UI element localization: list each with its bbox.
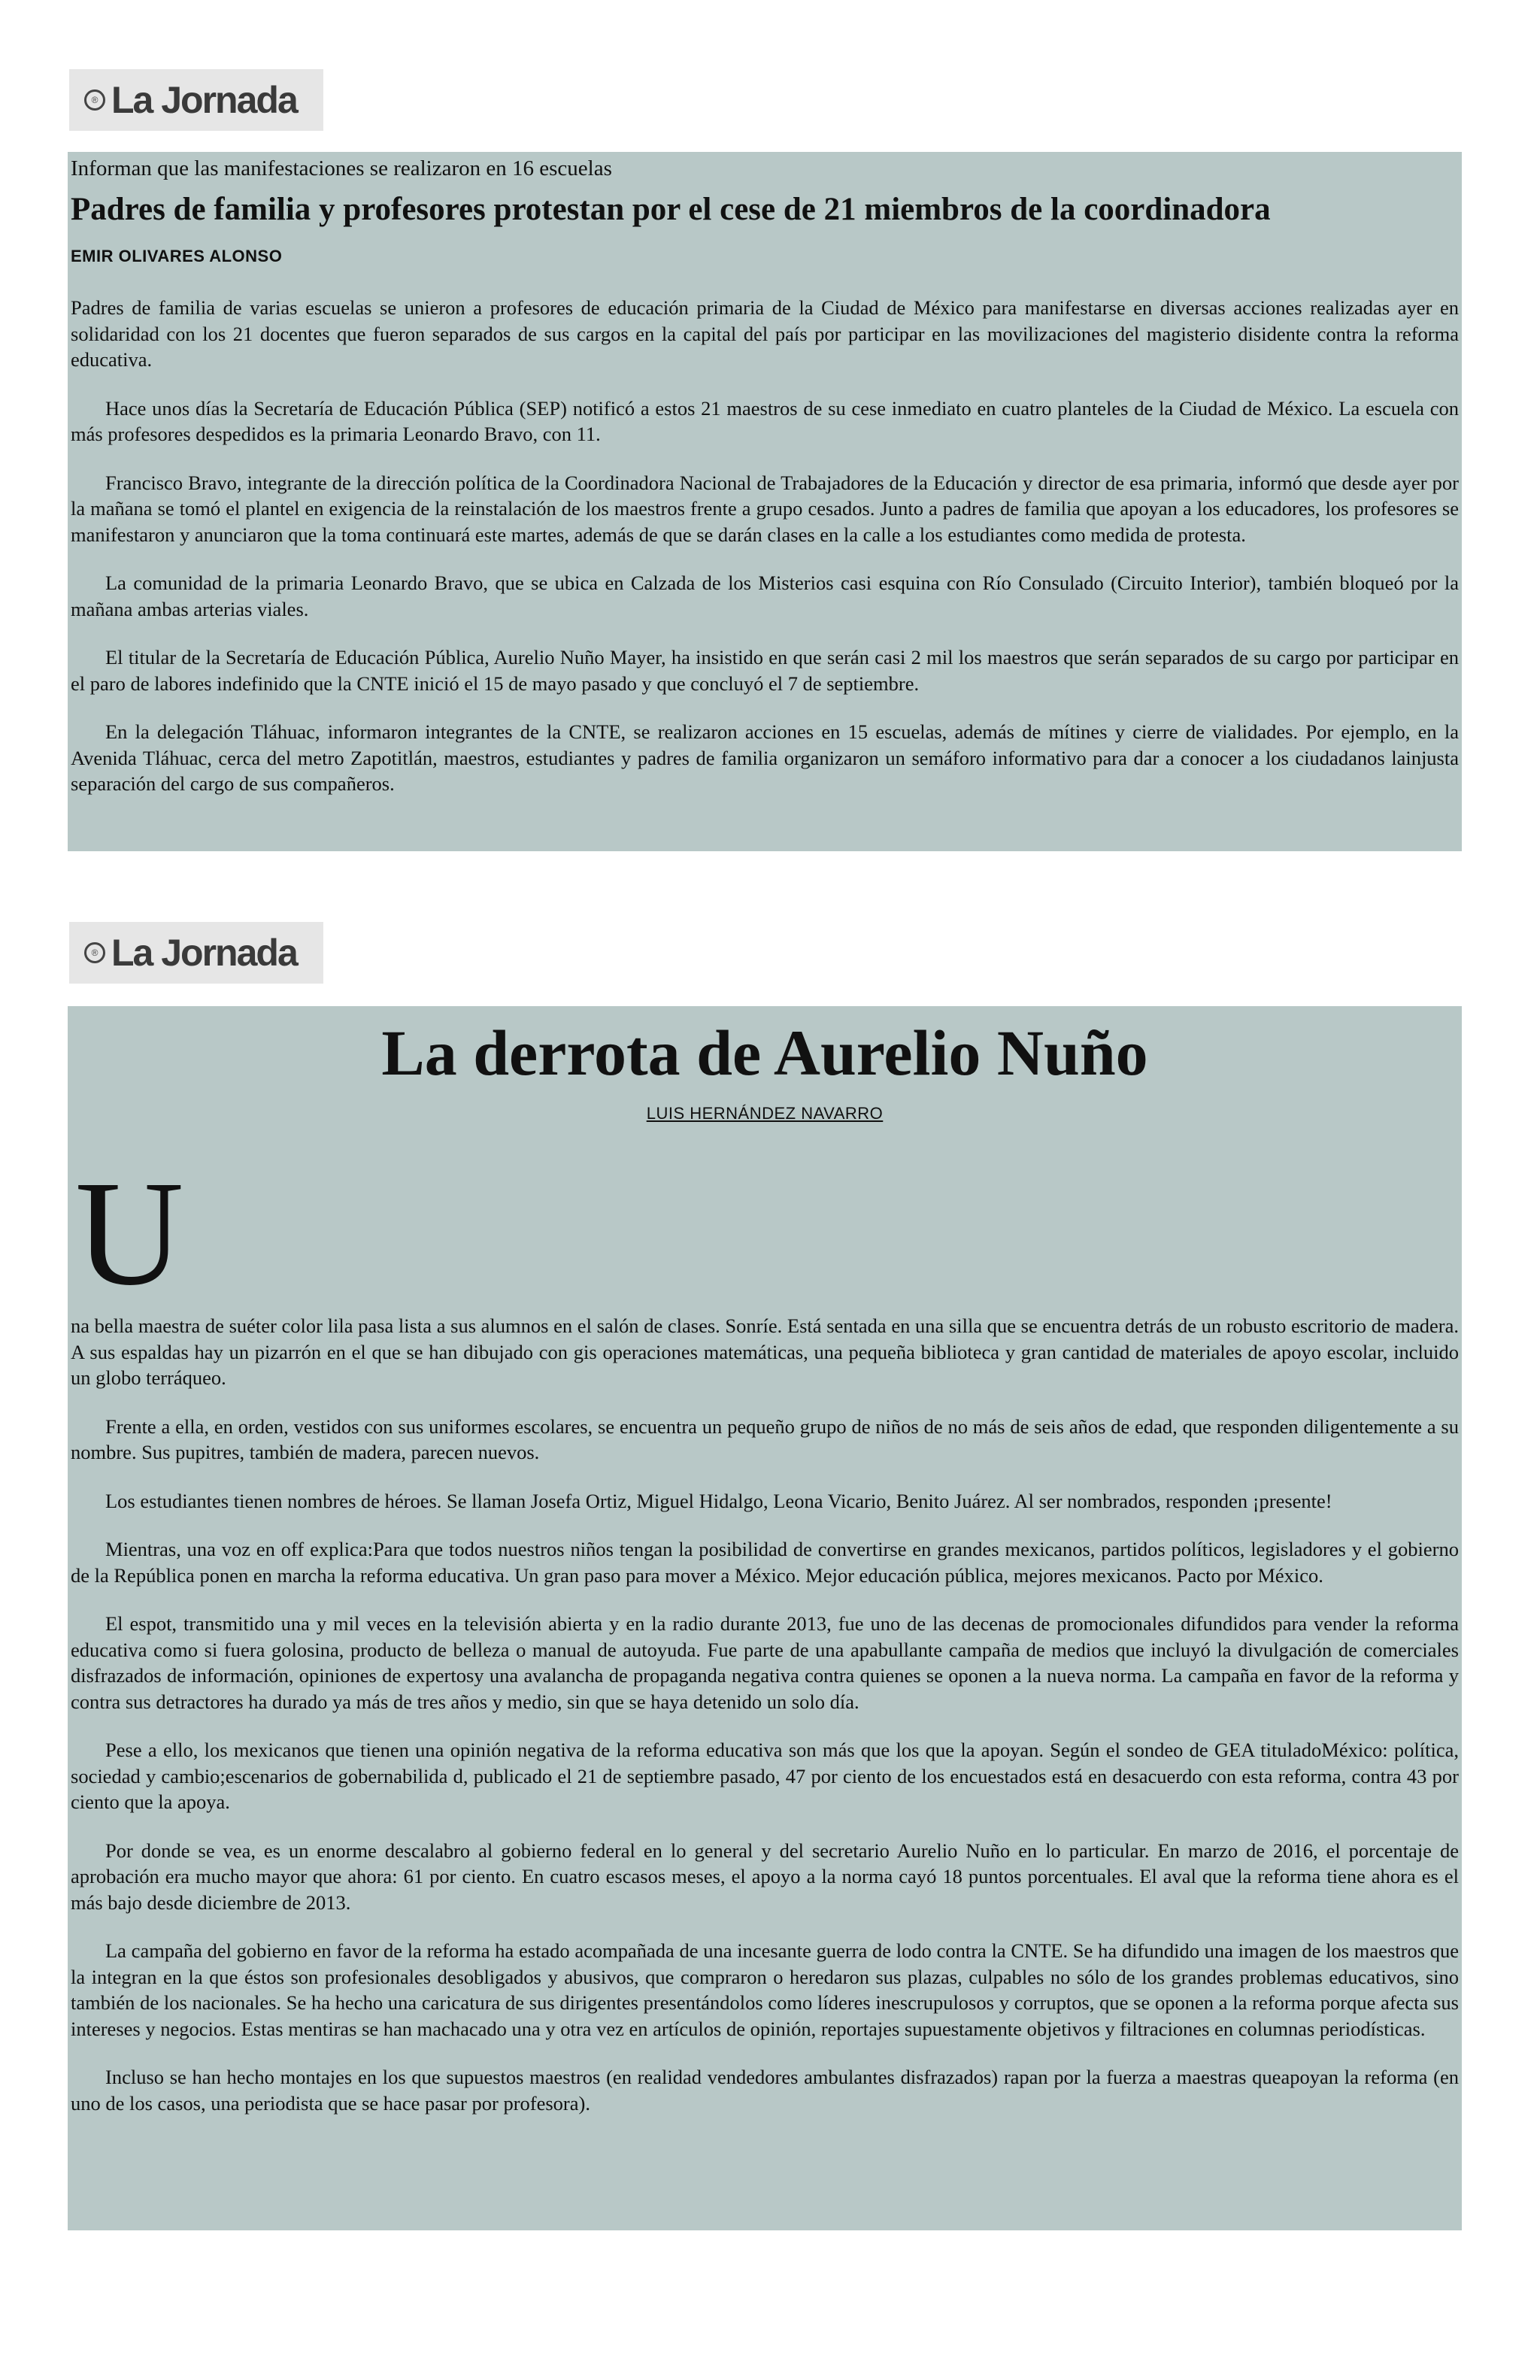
paragraph: Incluso se han hecho montajes en los que supuestos maestros (en realidad vendedores ambulantes disfrazados) rapan por la fuerza a maestras queapoyan la reforma (en uno de los casos, una periodista que se hace pasar por profesora).: [71, 2066, 1459, 2115]
paragraph: Hace unos días la Secretaría de Educación Pública (SEP) notificó a estos 21 maestros de su cese inmediato en cuatro planteles de la Ciudad de México. La escuela con más profesores despedidos es la primaria Leonardo Bravo, con 11.: [71, 396, 1459, 445]
article-author-link[interactable]: LUIS HERNÁNDEZ NAVARRO: [646, 1104, 884, 1123]
logo-circle-icon: ®: [84, 942, 105, 963]
paragraph: Pese a ello, los mexicanos que tienen una opinión negativa de la reforma educativa son más que los que la apoyan. Según el sondeo de GEA tituladoMéxico: política, sociedad y cambio;escenarios de gobernabilida d, publicado el 21 de septiembre pasado, 47 por ciento de los encuestados está en desacuerdo con esta reforma, contra 43 por ciento que la apoya.: [71, 1739, 1459, 1813]
paragraph: La campaña del gobierno en favor de la reforma ha estado acompañada de una incesante guerra de lodo contra la CNTE. Se ha difundido una imagen de los maestros que la integran en la que éstos son profesionales desobligados y abusivos, que compraron o heredaron sus plazas, culpables no sólo de los grandes problemas educativos, sino también de los nacionales. Se ha hecho una caricatura de sus dirigentes presentándolos como líderes inescrupulosos y corruptos, que se oponen a la reforma porque afecta sus intereses y negocios. Estas mentiras se han machacado una y otra vez en artículos de opinión, reportajes supuestamente objetivos y filtraciones en columnas periodísticas.: [71, 1939, 1459, 2040]
drop-cap: U: [75, 1151, 184, 1317]
article-panel-2: [68, 1006, 1462, 2230]
article-panel-1: [68, 152, 1462, 851]
logo-text: La Jornada: [111, 932, 297, 974]
paragraph: Por donde se vea, es un enorme descalabro al gobierno federal en lo general y del secretario Aurelio Nuño en lo particular. En marzo de 2016, el porcentaje de aprobación era mucho mayor que ahora: 61 por ciento. En cuatro escasos meses, el apoyo a la norma cayó 18 puntos porcentuales. El aval que la reforma tiene ahora es el más bajo desde diciembre de 2013.: [71, 1839, 1459, 1914]
paragraph: na bella maestra de suéter color lila pasa lista a sus alumnos en el salón de clases. Sonríe. Está sentada en una silla que se encuentra detrás de un robusto escritorio de madera. A sus espaldas hay un pizarrón en el que se han dibujado con gis operaciones matemáticas, una pequeña biblioteca y gran cantidad de materiales de apoyo escolar, incluido un globo terráqueo.: [71, 1314, 1459, 1389]
paragraph: Los estudiantes tienen nombres de héroes. Se llaman Josefa Ortiz, Miguel Hidalgo, Leona Vicario, Benito Juárez. Al ser nombrados, responden ¡presente!: [105, 1489, 1332, 1512]
article-kicker: Informan que las manifestaciones se realizaron en 16 escuelas: [71, 156, 612, 180]
paragraph: El titular de la Secretaría de Educación Pública, Aurelio Nuño Mayer, ha insistido en que serán casi 2 mil los maestros que serán separados de su cargo por participar en el paro de labores indefinido que la CNTE inició el 15 de mayo pasado y que concluyó el 7 de septiembre.: [71, 646, 1459, 695]
paragraph: Mientras, una voz en off explica:Para que todos nuestros niños tengan la posibilidad de convertirse en grandes mexicanos, partidos políticos, legisladores y el gobierno de la República ponen en marcha la reforma educativa. Un gran paso para mover a México. Mejor educación pública, mejores mexicanos. Pacto por México.: [71, 1538, 1459, 1587]
article-body: [71, 1313, 1459, 2116]
newspaper-logo: [69, 922, 323, 984]
paragraph: Francisco Bravo, integrante de la dirección política de la Coordinadora Nacional de Trabajadores de la Educación y director de esa primaria, informó que desde ayer por la mañana se tomó el plantel en exigencia de la reinstalación de los maestros frente a grupo cesados. Junto a padres de familia que apoyan a los educadores, los profesores se manifestaron y anunciaron que la toma continuará este martes, además de que se darán clases en la calle a los estudiantes como medida de protesta.: [71, 471, 1459, 546]
paragraph: Padres de familia de varias escuelas se unieron a profesores de educación primaria de la Ciudad de México para manifestarse en diversas acciones realizadas ayer en solidaridad con los 21 docentes que fueron separados de sus cargos en la capital del país por participar en las movilizaciones del magisterio disidente contra la reforma educativa.: [71, 296, 1459, 371]
newspaper-logo: [69, 69, 323, 131]
logo-text: La Jornada: [111, 79, 297, 121]
paragraph: En la delegación Tláhuac, informaron integrantes de la CNTE, se realizaron acciones en 15 escuelas, además de mítines y cierre de vialidades. Por ejemplo, en la Avenida Tláhuac, cerca del metro Zapotitlán, maestros, estudiantes y padres de familia organizaron un semáforo informativo para dar a conocer a los ciudadanos lainjusta separación del cargo de sus compañeros.: [71, 720, 1459, 795]
logo-circle-icon: ®: [84, 89, 105, 111]
article-author: EMIR OLIVARES ALONSO: [71, 247, 283, 265]
article-headline: La derrota de Aurelio Nuño: [381, 1017, 1148, 1089]
paragraph: El espot, transmitido una y mil veces en la televisión abierta y en la radio durante 2013, fue uno de las decenas de promocionales difundidos para vender la reforma educativa como si fuera golosina, producto de belleza o manual de autoyuda. Fue parte de una apabullante campaña de medios que incluyó la divulgación de comerciales disfrazados de información, opiniones de expertosy una avalancha de propaganda negativa contra quienes se oponen a la nueva norma. La campaña en favor de la reforma y contra sus detractores ha durado ya más de tres años y medio, sin que se haya detenido un solo día.: [71, 1612, 1459, 1713]
paragraph: Frente a ella, en orden, vestidos con sus uniformes escolares, se encuentra un pequeño grupo de niños de no más de seis años de edad, que responden diligentemente a su nombre. Sus pupitres, también de madera, parecen nuevos.: [71, 1414, 1459, 1463]
article-headline: Padres de familia y profesores protestan por el cese de 21 miembros de la coordinadora: [71, 192, 1271, 227]
paragraph: La comunidad de la primaria Leonardo Bravo, que se ubica en Calzada de los Misterios casi esquina con Río Consulado (Circuito Interior), también bloqueó por la mañana ambas arterias viales.: [71, 572, 1459, 620]
article-body: [71, 295, 1459, 797]
